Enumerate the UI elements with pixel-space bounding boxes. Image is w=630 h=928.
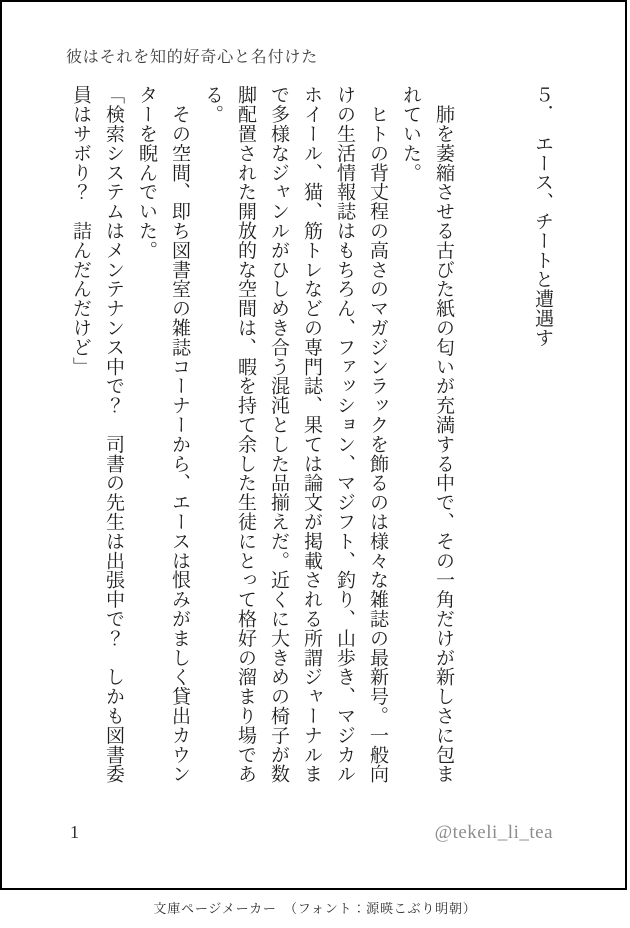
footer-app-credit: 文庫ページメーカー （フォント：源暎こぶり明朝）: [153, 901, 477, 916]
text-column: [460, 85, 493, 791]
text-column: る。: [202, 85, 223, 124]
text-column: で多様なジャンルがひしめき合う混沌とした品揃えだ。近くに大きめの椅子が数: [268, 85, 289, 784]
text-column: [493, 85, 526, 791]
text-column: 肺を萎縮させる古びた紙の匂いが充満する中で、その一角だけが新しさに包ま: [433, 85, 454, 784]
text-column: 「検索システムはメンテナンス中で？ 司書の先生は出張中で？ しかも図書委: [103, 85, 124, 784]
page-number: 1: [70, 822, 79, 842]
text-column: ホイール、猫、筋トレなどの専門誌、果ては論文が掲載される所謂ジャーナルま: [301, 85, 322, 784]
text-column: れていた。: [400, 85, 421, 182]
page-header-title: 彼はそれを知的好奇心と名付けた: [66, 49, 319, 66]
text-column: その空間、即ち図書室の雑誌コーナーから、エースは恨みがましく貸出カウン: [169, 85, 190, 784]
author-credit: @tekeli_li_tea: [434, 822, 553, 843]
text-column: 脚配置された開放的な空間は、暇を持て余した生徒にとって格好の溜まり場であ: [235, 85, 256, 784]
text-column: ５． エース、チートと遭遇す: [532, 85, 553, 348]
text-column: 員はサボり？ 詰んだんだけど」: [70, 85, 91, 376]
text-column: ヒトの背丈程の高さのマガジンラックを飾るのは様々な雑誌の最新号。一般向: [367, 85, 388, 784]
text-column: けの生活情報誌はもちろん、ファッション、マジフト、釣り、山歩き、マジカル: [334, 85, 355, 784]
body-text: [64, 85, 559, 791]
text-column: ターを睨んでいた。: [136, 85, 157, 260]
